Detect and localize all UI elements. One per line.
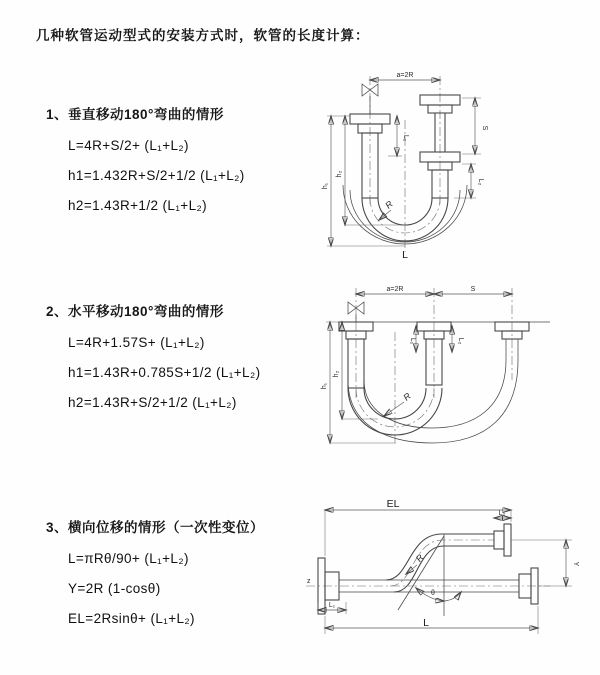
dim-label-R: R (413, 552, 426, 564)
dim-label-h2: h₂ (333, 370, 340, 378)
formula-h2-1: h2=1.43R+1/2 (L₁+L₂) (68, 198, 208, 213)
formula-EL-3: EL=2Rsinθ+ (L₁+L₂) (68, 611, 195, 626)
dim-length-L (325, 606, 538, 634)
radius-leader (384, 390, 413, 416)
dim-top-width (370, 72, 440, 80)
diagram-lateral-displacement (298, 498, 598, 643)
radius-leader (379, 199, 395, 220)
formula-h1-2: h1=1.43R+0.785S+1/2 (L₁+L₂) (68, 365, 261, 380)
dim-label-EL: EL (386, 498, 400, 510)
section-lateral-displacement (46, 516, 316, 626)
dim-span-EL (325, 498, 511, 556)
section-vertical-180 (46, 103, 306, 213)
dim-right-fitting (454, 164, 484, 198)
axis-break-mark: z (307, 578, 311, 585)
dim-height-h1 (322, 116, 405, 246)
dim-label-Y: Y (572, 561, 579, 567)
dim-label-L1: L₁ (328, 602, 336, 609)
dim-label-h2: h₂ (336, 170, 343, 178)
dim-label-h1: h₁ (321, 382, 328, 390)
dim-label-S: S (481, 125, 488, 131)
section-1-heading: 1、垂直移动180°弯曲的情形 (46, 107, 224, 122)
centerlines (356, 288, 512, 444)
dim-label-L1: L₁ (402, 134, 409, 142)
formula-L-3: L=πRθ/90+ (L₁+L₂) (68, 551, 189, 566)
dim-left-fitting (318, 602, 346, 614)
dim-height-h2 (336, 116, 405, 225)
radius-leader (406, 552, 426, 574)
dim-label-R: R (401, 390, 413, 403)
dim-height-h1 (321, 322, 396, 443)
dim-label-S: S (470, 286, 476, 293)
dim-travel-S (434, 286, 512, 294)
diagram-vertical-180-bend (305, 68, 595, 260)
section-3-heading: 3、横向位移的情形（一次性变位） (46, 520, 265, 535)
dim-label-theta: θ (431, 590, 435, 597)
dim-right-fitting (494, 510, 511, 518)
page-title: 几种软管运动型式的安装方式时，软管的长度计算： (36, 28, 370, 43)
dim-label-a2R: a=2R (386, 286, 404, 293)
right-flange-displaced (494, 524, 511, 556)
section-2-heading: 2、水平移动180°弯曲的情形 (46, 304, 224, 319)
formula-L-2: L=4R+1.57S+ (L₁+L₂) (68, 335, 205, 350)
dim-label-L2: L₂ (457, 337, 464, 345)
dim-label-a2R: a=2R (396, 72, 414, 79)
centerlines (370, 76, 440, 252)
dim-label-L1: L₁ (409, 337, 416, 345)
dim-label-L: L (402, 249, 408, 261)
formula-h2-2: h2=1.43R+S/2+1/2 (L₁+L₂) (68, 395, 237, 410)
dim-label-h1: h₁ (322, 182, 329, 190)
formula-L-1: L=4R+S/2+ (L₁+L₂) (68, 138, 189, 153)
dim-right-fitting (452, 326, 464, 352)
dim-left-fitting (388, 116, 409, 156)
dim-top-width (356, 286, 434, 294)
dim-label-R: R (383, 198, 395, 211)
formula-h1-1: h1=1.432R+S/2+1/2 (L₁+L₂) (68, 168, 245, 183)
diagram-horizontal-180-bend (308, 280, 598, 452)
section-horizontal-180 (46, 300, 306, 410)
formula-Y-3: Y=2R (1-cosθ) (68, 581, 161, 596)
dim-left-fitting (409, 326, 416, 352)
dim-label-L: L (423, 617, 429, 629)
dim-offset-Y (511, 540, 579, 586)
dim-label-L2: L₂ (477, 178, 484, 186)
dim-label-L2: L₂ (498, 510, 506, 517)
dim-travel-S (462, 98, 488, 154)
